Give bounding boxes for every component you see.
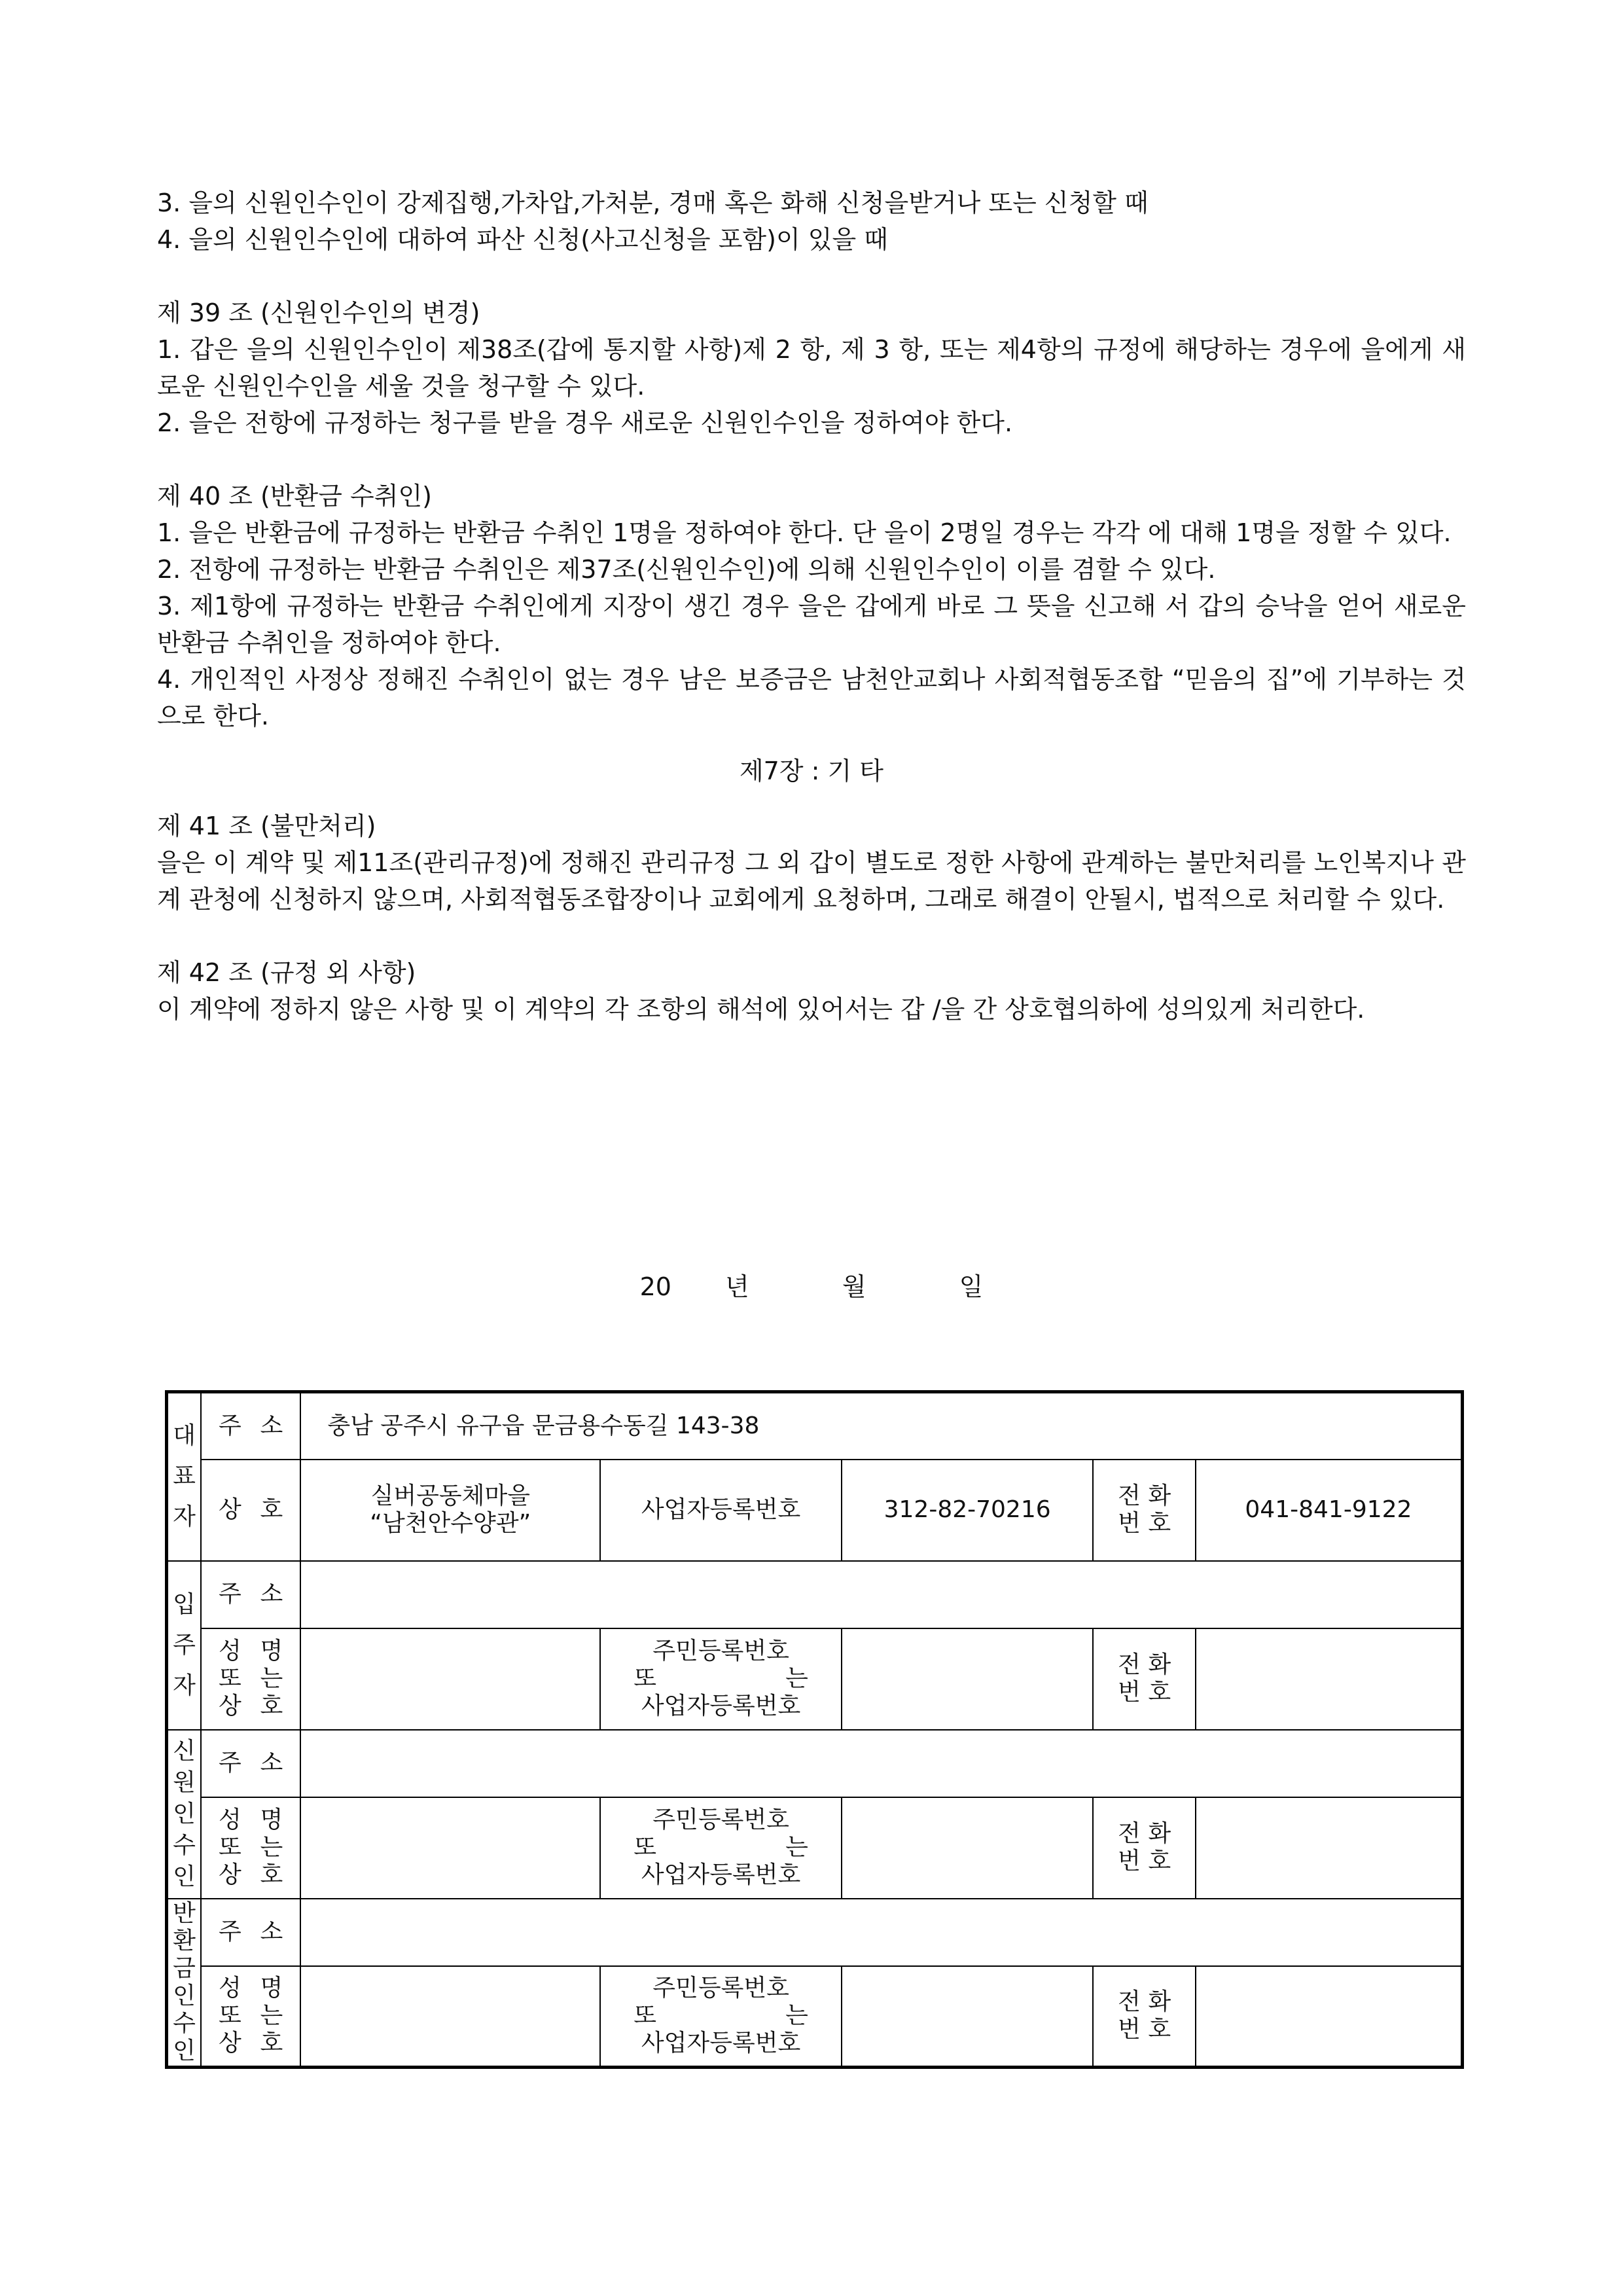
article-40-title: 제 40 조 (반환금 수취인): [157, 482, 432, 511]
rep-biz-label: 사업자등록번호: [600, 1460, 842, 1561]
guarantor-section-label: 신 원 인 수 인: [167, 1730, 202, 1899]
rep-biz-number: 312-82-70216: [842, 1460, 1093, 1561]
refund-name-label: 성 명 또 는 상 호: [201, 1966, 300, 2068]
rep-section-label: 대 표 자: [167, 1392, 202, 1561]
refund-id-field[interactable]: [842, 1966, 1093, 2068]
article-40-p3: 3. 제1항에 규정하는 반환금 수취인에게 지장이 생긴 경우 을은 갑에게 바로 그 뜻을 신고해 서 갑의 승낙을 얻어 새로운 반환금 수취인을 정하여야 한다.: [157, 592, 1466, 657]
clause-4: 4. 을의 신원인수인에 대하여 파산 신청(사고신청을 포함)이 있을 때: [157, 225, 888, 254]
article-39-p2: 2. 을은 전항에 규정하는 청구를 받을 경우 새로운 신원인수인을 정하여야 한다.: [157, 408, 1013, 437]
guarantor-address-label: 주 소: [201, 1730, 300, 1797]
rep-phone-label: 전 화 번 호: [1093, 1460, 1196, 1561]
article-39-p1: 1. 갑은 을의 신원인수인이 제38조(갑에 통지할 사항)제 2 항, 제 3 항, 또는 제4항의 규정에 해당하는 경우에 을에게 새로운 신원인수인을 세울 것을 청구할 수 있다.: [157, 335, 1466, 401]
resident-name-label: 성 명 또 는 상 호: [201, 1628, 300, 1730]
rep-phone-value: 041-841-9122: [1196, 1460, 1463, 1561]
date-month-label: 월: [842, 1272, 866, 1301]
guarantor-address-row: [167, 1730, 1463, 1797]
refund-name-field[interactable]: [300, 1966, 600, 2068]
resident-address-label: 주 소: [201, 1561, 300, 1628]
rep-name-value: 실버공동체마을 “남천안수양관”: [300, 1460, 600, 1561]
resident-address-row: [167, 1561, 1463, 1628]
guarantor-phone-label: 전 화 번 호: [1093, 1797, 1196, 1899]
article-41-p1: 을은 이 계약 및 제11조(관리규정)에 정해진 관리규정 그 외 갑이 별도로 정한 사항에 관계하는 불만처리를 노인복지나 관계 관청에 신청하지 않으며, 사회적협동조합장이나 교회에게 요청하며, 그래로 해결이 안될시, 법적으로 처리할 수 있다.: [157, 848, 1466, 914]
refund-phone-field[interactable]: [1196, 1966, 1463, 2068]
article-42-p1: 이 계약에 정하지 않은 사항 및 이 계약의 각 조항의 해석에 있어서는 갑 /을 간 상호협의하에 성의있게 처리한다.: [157, 995, 1365, 1024]
guarantor-name-label: 성 명 또 는 상 호: [201, 1797, 300, 1899]
rep-address-value: 충남 공주시 유구읍 문금용수동길 143-38: [300, 1392, 1462, 1460]
article-40-p2: 2. 전항에 규정하는 반환금 수취인은 제37조(신원인수인)에 의해 신원인수인이 이를 겸할 수 있다.: [157, 555, 1216, 584]
resident-name-row: [167, 1628, 1463, 1730]
rep-address-row: [167, 1392, 1463, 1460]
refund-section-label: 반 환 금 인 수 인: [167, 1899, 202, 2068]
refund-id-label: 주민등록번호 또 는 사업자등록번호: [600, 1966, 842, 2068]
resident-phone-label: 전 화 번 호: [1093, 1628, 1196, 1730]
refund-name-row: [167, 1966, 1463, 2068]
resident-name-field[interactable]: [300, 1628, 600, 1730]
article-42-title: 제 42 조 (규정 외 사항): [157, 958, 416, 987]
resident-section-label: 입 주 자: [167, 1561, 202, 1730]
chapter-title: 제7장 : 기 타: [739, 757, 884, 785]
article-40-p1: 1. 을은 반환금에 규정하는 반환금 수취인 1명을 정하여야 한다. 단 을이 2명일 경우는 각각 에 대해 1명을 정할 수 있다.: [157, 518, 1452, 547]
article-40-p4: 4. 개인적인 사정상 정해진 수취인이 없는 경우 남은 보증금은 남천안교회나 사회적협동조합 “믿음의 집”에 기부하는 것으로 한다.: [157, 665, 1466, 730]
clause-3: 3. 을의 신원인수인이 강제집행,가차압,가처분, 경매 혹은 화해 신청을받거나 또는 신청할 때: [157, 188, 1149, 217]
guarantor-phone-field[interactable]: [1196, 1797, 1463, 1899]
refund-address-field[interactable]: [300, 1899, 1462, 1966]
resident-address-field[interactable]: [300, 1561, 1462, 1628]
rep-name-row: [167, 1460, 1463, 1561]
guarantor-name-field[interactable]: [300, 1797, 600, 1899]
article-41-title: 제 41 조 (불만처리): [157, 812, 376, 840]
refund-phone-label: 전 화 번 호: [1093, 1966, 1196, 2068]
article-39-title: 제 39 조 (신원인수인의 변경): [157, 298, 480, 327]
guarantor-id-field[interactable]: [842, 1797, 1093, 1899]
rep-address-label: 주 소: [201, 1392, 300, 1460]
party-info-table: [165, 1390, 1464, 2069]
guarantor-name-row: [167, 1797, 1463, 1899]
signature-date: [0, 1268, 1623, 1305]
date-day-label: 일: [959, 1272, 984, 1301]
resident-phone-field[interactable]: [1196, 1628, 1463, 1730]
refund-address-row: [167, 1899, 1463, 1966]
document-body: [157, 185, 1466, 1028]
date-year-label: 년: [725, 1272, 749, 1301]
resident-id-label: 주민등록번호 또 는 사업자등록번호: [600, 1628, 842, 1730]
rep-name-label: 상 호: [201, 1460, 300, 1561]
refund-address-label: 주 소: [201, 1899, 300, 1966]
guarantor-address-field[interactable]: [300, 1730, 1462, 1797]
guarantor-id-label: 주민등록번호 또 는 사업자등록번호: [600, 1797, 842, 1899]
resident-id-field[interactable]: [842, 1628, 1093, 1730]
date-year: 20: [639, 1272, 671, 1301]
